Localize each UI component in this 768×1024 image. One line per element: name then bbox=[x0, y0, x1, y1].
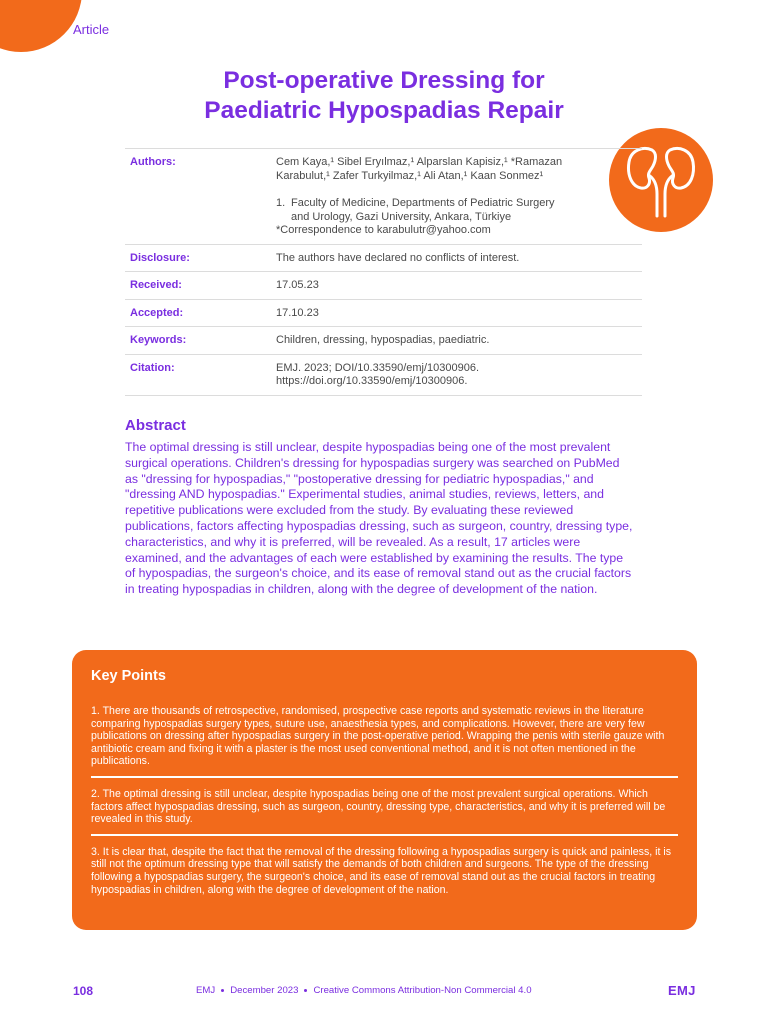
disclosure-value: The authors have declared no conflicts of interest. bbox=[276, 251, 520, 264]
citation-doi-link[interactable]: https://doi.org/10.33590/emj/10300906. bbox=[276, 375, 468, 387]
affiliation bbox=[276, 197, 642, 224]
keywords-label: Keywords: bbox=[130, 334, 187, 346]
key-points-divider bbox=[91, 776, 678, 778]
abstract-text: The optimal dressing is still unclear, despite hypospadias being one of the most prevalent surgical operations. Children's dressing for hypospadias surgery was searched on PubMed as "dressing for hypospadias," "postoperative dressing for pediatric hypospadias," and "dressing AND hypospadias." Experimental studies, animal studies, reviews, letters, and repetitive publications were excluded from the study. By evaluating these reviewed publications, factors affecting hypospadias dressing, such as surgeon, country, dressing type, characteristics, and why it is preferred, will be revealed. As a result, 17 articles were examined, and the advantages of each were established by examining the results. The type of hypospadias, the surgeon's choice, and its ease of removal stand out as the crucial factors in treating hypospadias in children, along with the degree of development of the nation. bbox=[125, 440, 633, 597]
affiliation-number: 1. bbox=[276, 197, 286, 209]
section-label: Article bbox=[73, 22, 110, 37]
authors-line-2: Karabulut,¹ Zafer Turkyilmaz,¹ Ali Atan,¹ Kaan Sonmez¹ bbox=[276, 169, 544, 182]
affiliation-text bbox=[291, 197, 642, 224]
key-points-box bbox=[72, 650, 697, 930]
accepted-row bbox=[125, 299, 642, 327]
footer-license: Creative Commons Attribution-Non Commercial 4.0 bbox=[313, 985, 532, 996]
disclosure-label: Disclosure: bbox=[130, 251, 190, 264]
received-value: 17.05.23 bbox=[276, 279, 319, 291]
accepted-value: 17.10.23 bbox=[276, 306, 319, 319]
disclosure-row bbox=[125, 244, 642, 272]
key-points-heading: Key Points bbox=[91, 668, 166, 684]
authors-line-1: Cem Kaya,¹ Sibel Eryılmaz,¹ Alparslan Kapisiz,¹ *Ramazan bbox=[276, 156, 563, 168]
affiliation-line-1: Faculty of Medicine, Departments of Pediatric Surgery bbox=[291, 197, 555, 209]
authors-label: Authors: bbox=[130, 156, 176, 168]
keywords-row bbox=[125, 326, 642, 354]
authors-value bbox=[276, 156, 642, 238]
keywords-value: Children, dressing, hypospadias, paediatric. bbox=[276, 334, 490, 346]
abstract-heading: Abstract bbox=[125, 417, 186, 434]
separator-dot bbox=[304, 989, 307, 992]
footer-date: December 2023 bbox=[230, 985, 299, 996]
key-points-divider bbox=[91, 834, 678, 836]
key-point-3: 3. It is clear that, despite the fact that the removal of the dressing following a hypospadias surgery is quick and painless, it is still not the optimum dressing type that will satisfy the demands of both children and surgeons. The type of the dressing following a hypospadias surgery, the surgeon's choice, and its ease of removal stand out as the crucial factors in treating hypospadias in children, along with the degree of development of the nation. bbox=[91, 845, 672, 896]
received-row bbox=[125, 271, 642, 299]
key-point-1: 1. There are thousands of retrospective, randomised, prospective case reports and systematic reviews in the literature comparing hypospadias surgery types, suture use, anaesthesia types, and complications. However, there are very few publications on dressing after hypospadias surgery in the post-operative period. Wrapping the penis with sterile gauze with antibiotic cream and fixing it with a plaster is the most used conventional method, and it is not often mentioned in the publications. bbox=[91, 705, 665, 768]
article-title bbox=[0, 66, 768, 126]
article-metadata bbox=[125, 148, 642, 396]
authors-row bbox=[125, 148, 642, 244]
citation-label: Citation: bbox=[130, 361, 175, 374]
footer-info bbox=[196, 985, 532, 996]
page-number: 108 bbox=[73, 984, 94, 998]
citation-row bbox=[125, 354, 642, 396]
correspondence: *Correspondence to karabulutr@yahoo.com bbox=[276, 224, 491, 236]
corner-decoration bbox=[0, 0, 82, 52]
citation-line-1: EMJ. 2023; DOI/10.33590/emj/10300906. bbox=[276, 361, 480, 374]
affiliation-line-2: and Urology, Gazi University, Ankara, Türkiye bbox=[291, 210, 512, 223]
accepted-label: Accepted: bbox=[130, 306, 184, 319]
footer-journal: EMJ bbox=[196, 985, 216, 996]
separator-dot bbox=[221, 989, 224, 992]
key-point-2: 2. The optimal dressing is still unclear, despite hypospadias being one of the most prevalent surgical operations. Which factors affect hypospadias dressing, such as surgeon, country, dressing type, characteristics, and why it is preferred will be revealed in this study. bbox=[91, 787, 666, 826]
emj-logo: EMJ bbox=[668, 983, 696, 998]
title-line-2: Paediatric Hypospadias Repair bbox=[204, 97, 564, 124]
received-label: Received: bbox=[130, 279, 182, 291]
citation-value bbox=[276, 362, 642, 389]
title-line-1: Post-operative Dressing for bbox=[223, 67, 545, 94]
